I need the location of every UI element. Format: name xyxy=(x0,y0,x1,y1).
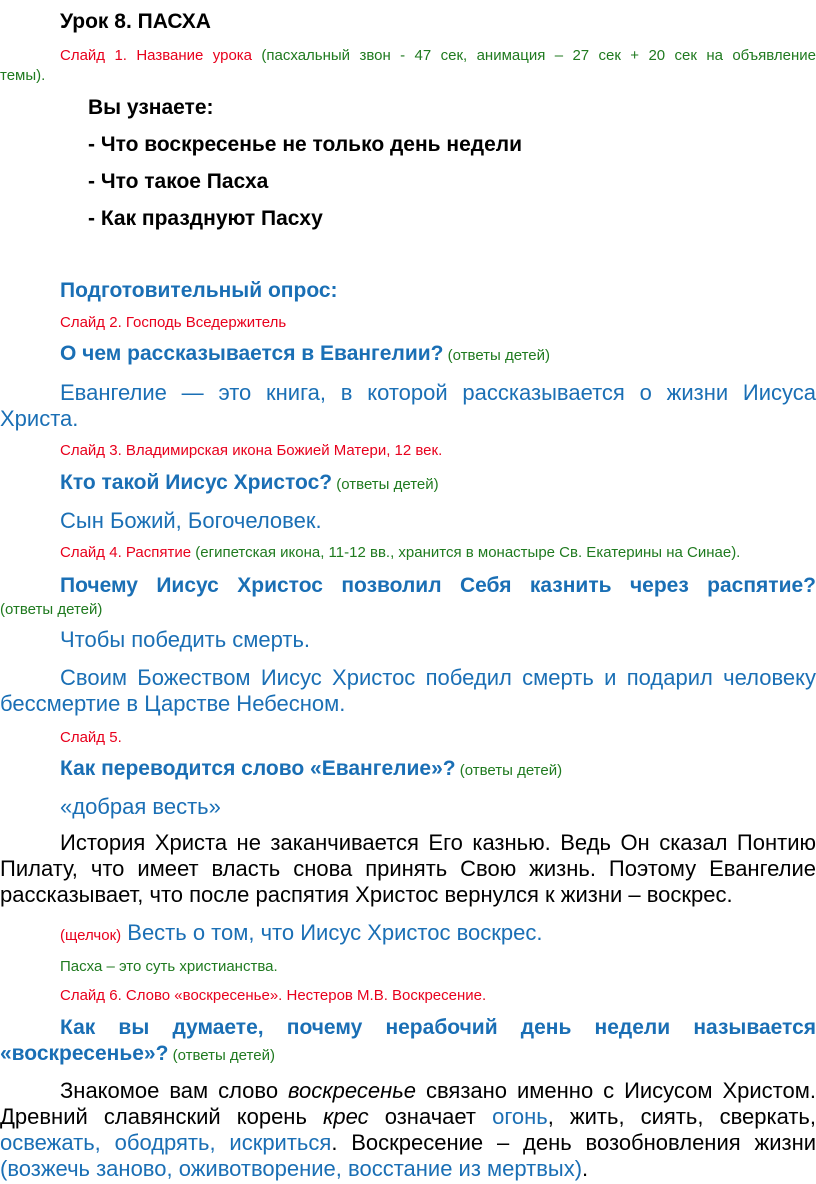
question-3: Почему Иисус Христос позволил Себя казнить через распятие? xyxy=(60,574,816,597)
question-2 xyxy=(0,471,816,495)
final-text: означает xyxy=(368,1104,493,1129)
final-text: . Воскресение – день возобновления жизни xyxy=(331,1130,816,1155)
answer-3: Чтобы победить смерть. xyxy=(60,627,311,652)
slide1-note-cont: темы). xyxy=(0,67,46,84)
question-1 xyxy=(0,342,816,366)
slide5-label: Слайд 5. xyxy=(60,729,122,746)
slide4-note: (египетская икона, 11-12 вв., хранится в монастыре Св. Екатерины на Синае). xyxy=(191,544,741,561)
final-line xyxy=(0,1078,816,1104)
question-4-text: Как переводится слово «Евангелие»? xyxy=(60,757,456,780)
question-1-hint: (ответы детей) xyxy=(443,347,550,364)
final-blue: огонь xyxy=(492,1104,548,1129)
slide4-label: Слайд 4. Распятие xyxy=(60,544,192,561)
slide1-note: (пасхальный звон - 47 сек, анимация – 27 сек + 20 сек на объявление xyxy=(252,47,816,64)
slide1-label: Слайд 1. Название урока xyxy=(60,47,253,64)
story-line: История Христа не заканчивается Его казнью. Ведь Он сказал Понтию xyxy=(60,830,816,855)
learn-item: - Как празднуют Пасху xyxy=(88,207,323,230)
slide2-label: Слайд 2. Господь Вседержитель xyxy=(60,314,287,331)
final-line xyxy=(0,1104,816,1130)
learn-heading: Вы узнаете: xyxy=(88,96,214,119)
click-line xyxy=(0,920,816,946)
question-2-hint: (ответы детей) xyxy=(332,476,439,493)
final-line xyxy=(0,1156,816,1182)
final-blue: освежать, ободрять, искриться xyxy=(0,1130,332,1155)
click-label: (щелчок) xyxy=(60,927,122,944)
slide4-line xyxy=(0,544,816,561)
slide6-label: Слайд 6. Слово «воскресенье». Нестеров М.В. Воскресение. xyxy=(60,987,487,1004)
slide3-label: Слайд 3. Владимирская икона Божией Матери, 12 век. xyxy=(60,442,443,459)
answer-1: Евангелие — это книга, в которой рассказывается о жизни Иисуса xyxy=(60,380,816,405)
question-1-text: О чем рассказывается в Евангелии? xyxy=(60,342,444,365)
final-italic: крес xyxy=(323,1104,369,1129)
learn-item: - Что воскресенье не только день недели xyxy=(88,133,523,156)
survey-heading: Подготовительный опрос: xyxy=(60,279,338,302)
final-text: , жить, сиять, сверкать, xyxy=(547,1104,816,1129)
final-text: . xyxy=(582,1156,589,1181)
final-text: связано именно с Иисусом Христом. xyxy=(416,1078,816,1103)
question-5-hint: (ответы детей) xyxy=(168,1047,275,1064)
answer-2: Сын Божий, Богочеловек. xyxy=(60,508,322,533)
lesson-title: Урок 8. ПАСХА xyxy=(60,10,211,33)
answer-3b: Своим Божеством Иисус Христос победил смерть и подарил человеку xyxy=(60,665,816,690)
click-text: Весть о том, что Иисус Христос воскрес. xyxy=(121,920,543,945)
final-text: Древний славянский корень xyxy=(0,1104,324,1129)
story-line: рассказывает, что после распятия Христос вернулся к жизни – воскрес. xyxy=(0,882,733,907)
question-2-text: Кто такой Иисус Христос? xyxy=(60,471,333,494)
final-text: Знакомое вам слово xyxy=(60,1078,289,1103)
question-4 xyxy=(0,757,816,781)
question-3-hint: (ответы детей) xyxy=(0,601,103,618)
final-line xyxy=(0,1130,816,1156)
final-italic: воскресенье xyxy=(288,1078,417,1103)
story-line: Пилату, что имеет власть снова принять Свою жизнь. Поэтому Евангелие xyxy=(0,856,816,881)
final-blue: (возжечь заново, оживотворение, восстание из мертвых) xyxy=(0,1156,583,1181)
slide1-line xyxy=(0,47,816,64)
question-4-hint: (ответы детей) xyxy=(455,762,563,779)
question-5-text: «воскресенье»? xyxy=(0,1042,169,1065)
answer-4: «добрая весть» xyxy=(60,794,221,819)
answer-1-cont: Христа. xyxy=(0,406,79,431)
learn-item: - Что такое Пасха xyxy=(88,170,269,193)
question-5: Как вы думаете, почему нерабочий день недели называется xyxy=(60,1016,816,1039)
question-5-cont xyxy=(0,1042,816,1066)
essence-note: Пасха – это суть христианства. xyxy=(60,958,278,975)
answer-3b-cont: бессмертие в Царстве Небесном. xyxy=(0,691,346,716)
